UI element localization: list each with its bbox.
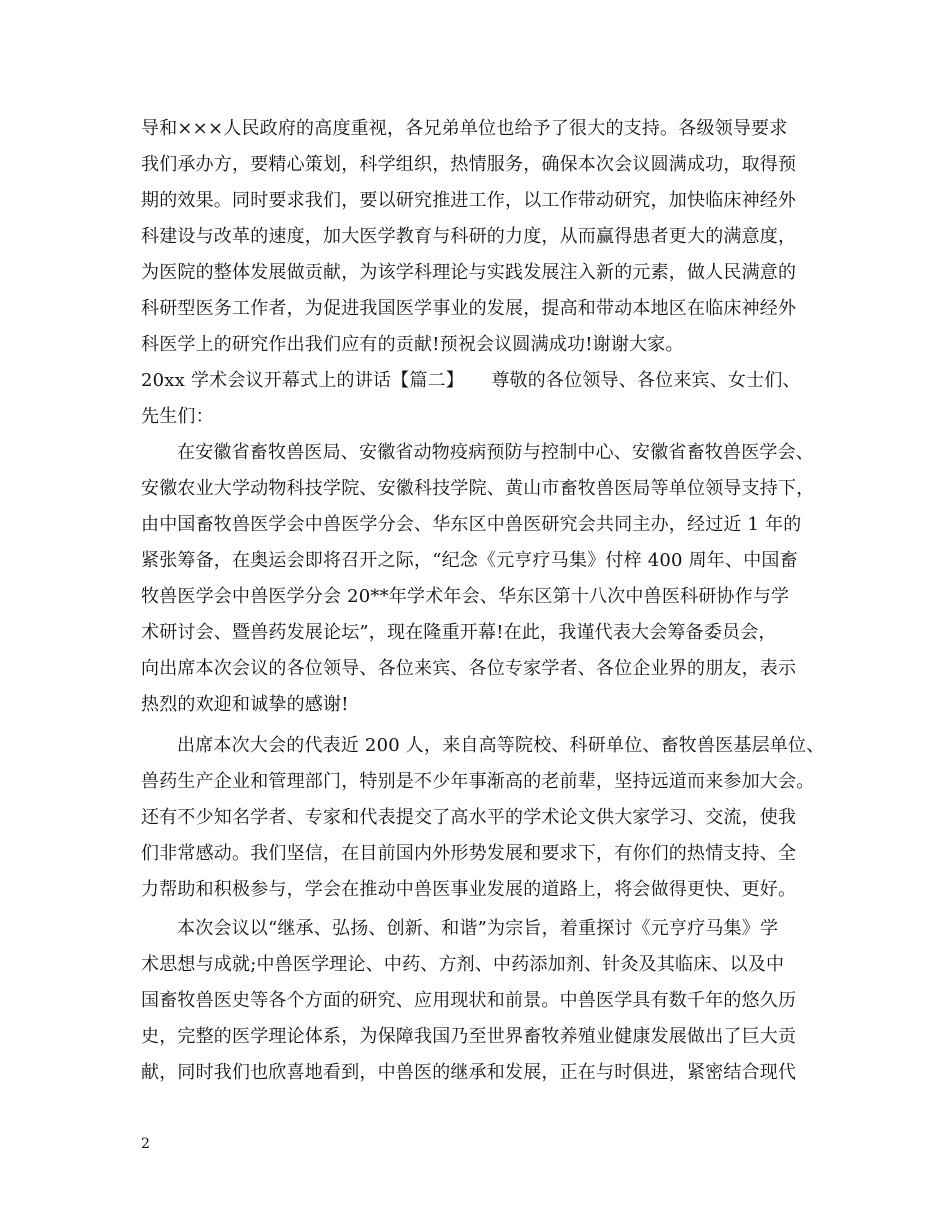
text-line: 期的效果。同时要求我们，要以研究推进工作，以工作带动研究，加快临床神经外 [141, 190, 797, 211]
text-line: 国畜牧兽医史等各个方面的研究、应用现状和前景。中兽医学具有数千年的悠久历 [141, 990, 797, 1011]
paragraph-first-line: 出席本次大会的代表近 200 人，来自高等院校、科研单位、畜牧兽医基层单位、 [177, 735, 825, 756]
page-number: 2 [141, 1136, 150, 1152]
text-line: 热烈的欢迎和诚挚的感谢! [141, 694, 349, 715]
text-line: 献，同时我们也欣喜地看到，中兽医的继承和发展，正在与时俱进，紧密结合现代 [141, 1062, 797, 1083]
text-line: 科研型医务工作者，为促进我国医学事业的发展，提高和带动本地区在临床神经外 [141, 298, 797, 319]
text-line: 安徽农业大学动物科技学院、安徽科技学院、黄山市畜牧兽医局等单位领导支持下， [141, 478, 815, 499]
text-line: 力帮助和积极参与，学会在推动中兽医事业发展的道路上，将会做得更快、更好。 [141, 879, 797, 900]
text-line: 兽药生产企业和管理部门，特别是不少年事渐高的老前辈，坚持远道而来参加大会。 [141, 771, 815, 792]
text-line: 史，完整的医学理论体系，为保障我国乃至世界畜牧养殖业健康发展做出了巨大贡 [141, 1026, 797, 1047]
paragraph-first-line: 本次会议以“继承、弘扬、创新、和谐”为宗旨，着重探讨《元亨疗马集》学 [177, 918, 779, 939]
text-line: 科医学上的研究作出我们应有的贡献!预祝会议圆满成功!谢谢大家。 [141, 334, 684, 355]
text-line: 为医院的整体发展做贡献，为该学科理论与实践发展注入新的元素，做人民满意的 [141, 262, 797, 283]
text-line: 科建设与改革的速度，加大医学教育与科研的力度，从而赢得患者更大的满意度， [141, 226, 797, 247]
text-line: 还有不少知名学者、专家和代表提交了高水平的学术论文供大家学习、交流，使我 [141, 807, 797, 828]
paragraph-first-line: 在安徽省畜牧兽医局、安徽省动物疫病预防与控制中心、安徽省畜牧兽医学会、 [177, 442, 814, 463]
text-line: 术思想与成就;中兽医学理论、中药、方剂、中药添加剂、针灸及其临床、以及中 [141, 954, 785, 975]
text-line: 由中国畜牧兽医学会中兽医学分会、华东区中兽医研究会共同主办，经过近 1 年的 [141, 514, 802, 535]
text-line: 导和×××人民政府的高度重视，各兄弟单位也给予了很大的支持。各级领导要求 [141, 118, 788, 139]
text-line: 向出席本次会议的各位领导、各位来宾、各位专家学者、各位企业界的朋友，表示 [141, 658, 797, 679]
text-line: 牧兽医学会中兽医学分会 20**年学术年会、华东区第十八次中兽医科研协作与学 [141, 586, 790, 607]
section-heading-line: 20xx 学术会议开幕式上的讲话【篇二】 尊敬的各位领导、各位来宾、女士们、 [141, 370, 801, 391]
text-line: 们非常感动。我们坚信，在目前国内外形势发展和要求下，有你们的热情支持、全 [141, 843, 797, 864]
text-line: 先生们： [141, 406, 214, 427]
text-line: 紧张筹备，在奥运会即将召开之际，“纪念《元亨疗马集》付梓 400 周年、中国畜 [141, 550, 798, 571]
text-line: 术研讨会、暨兽药发展论坛”，现在隆重开幕!在此，我谨代表大会筹备委员会， [141, 622, 777, 643]
text-line: 我们承办方，要精心策划，科学组织，热情服务，确保本次会议圆满成功，取得预 [141, 154, 797, 175]
